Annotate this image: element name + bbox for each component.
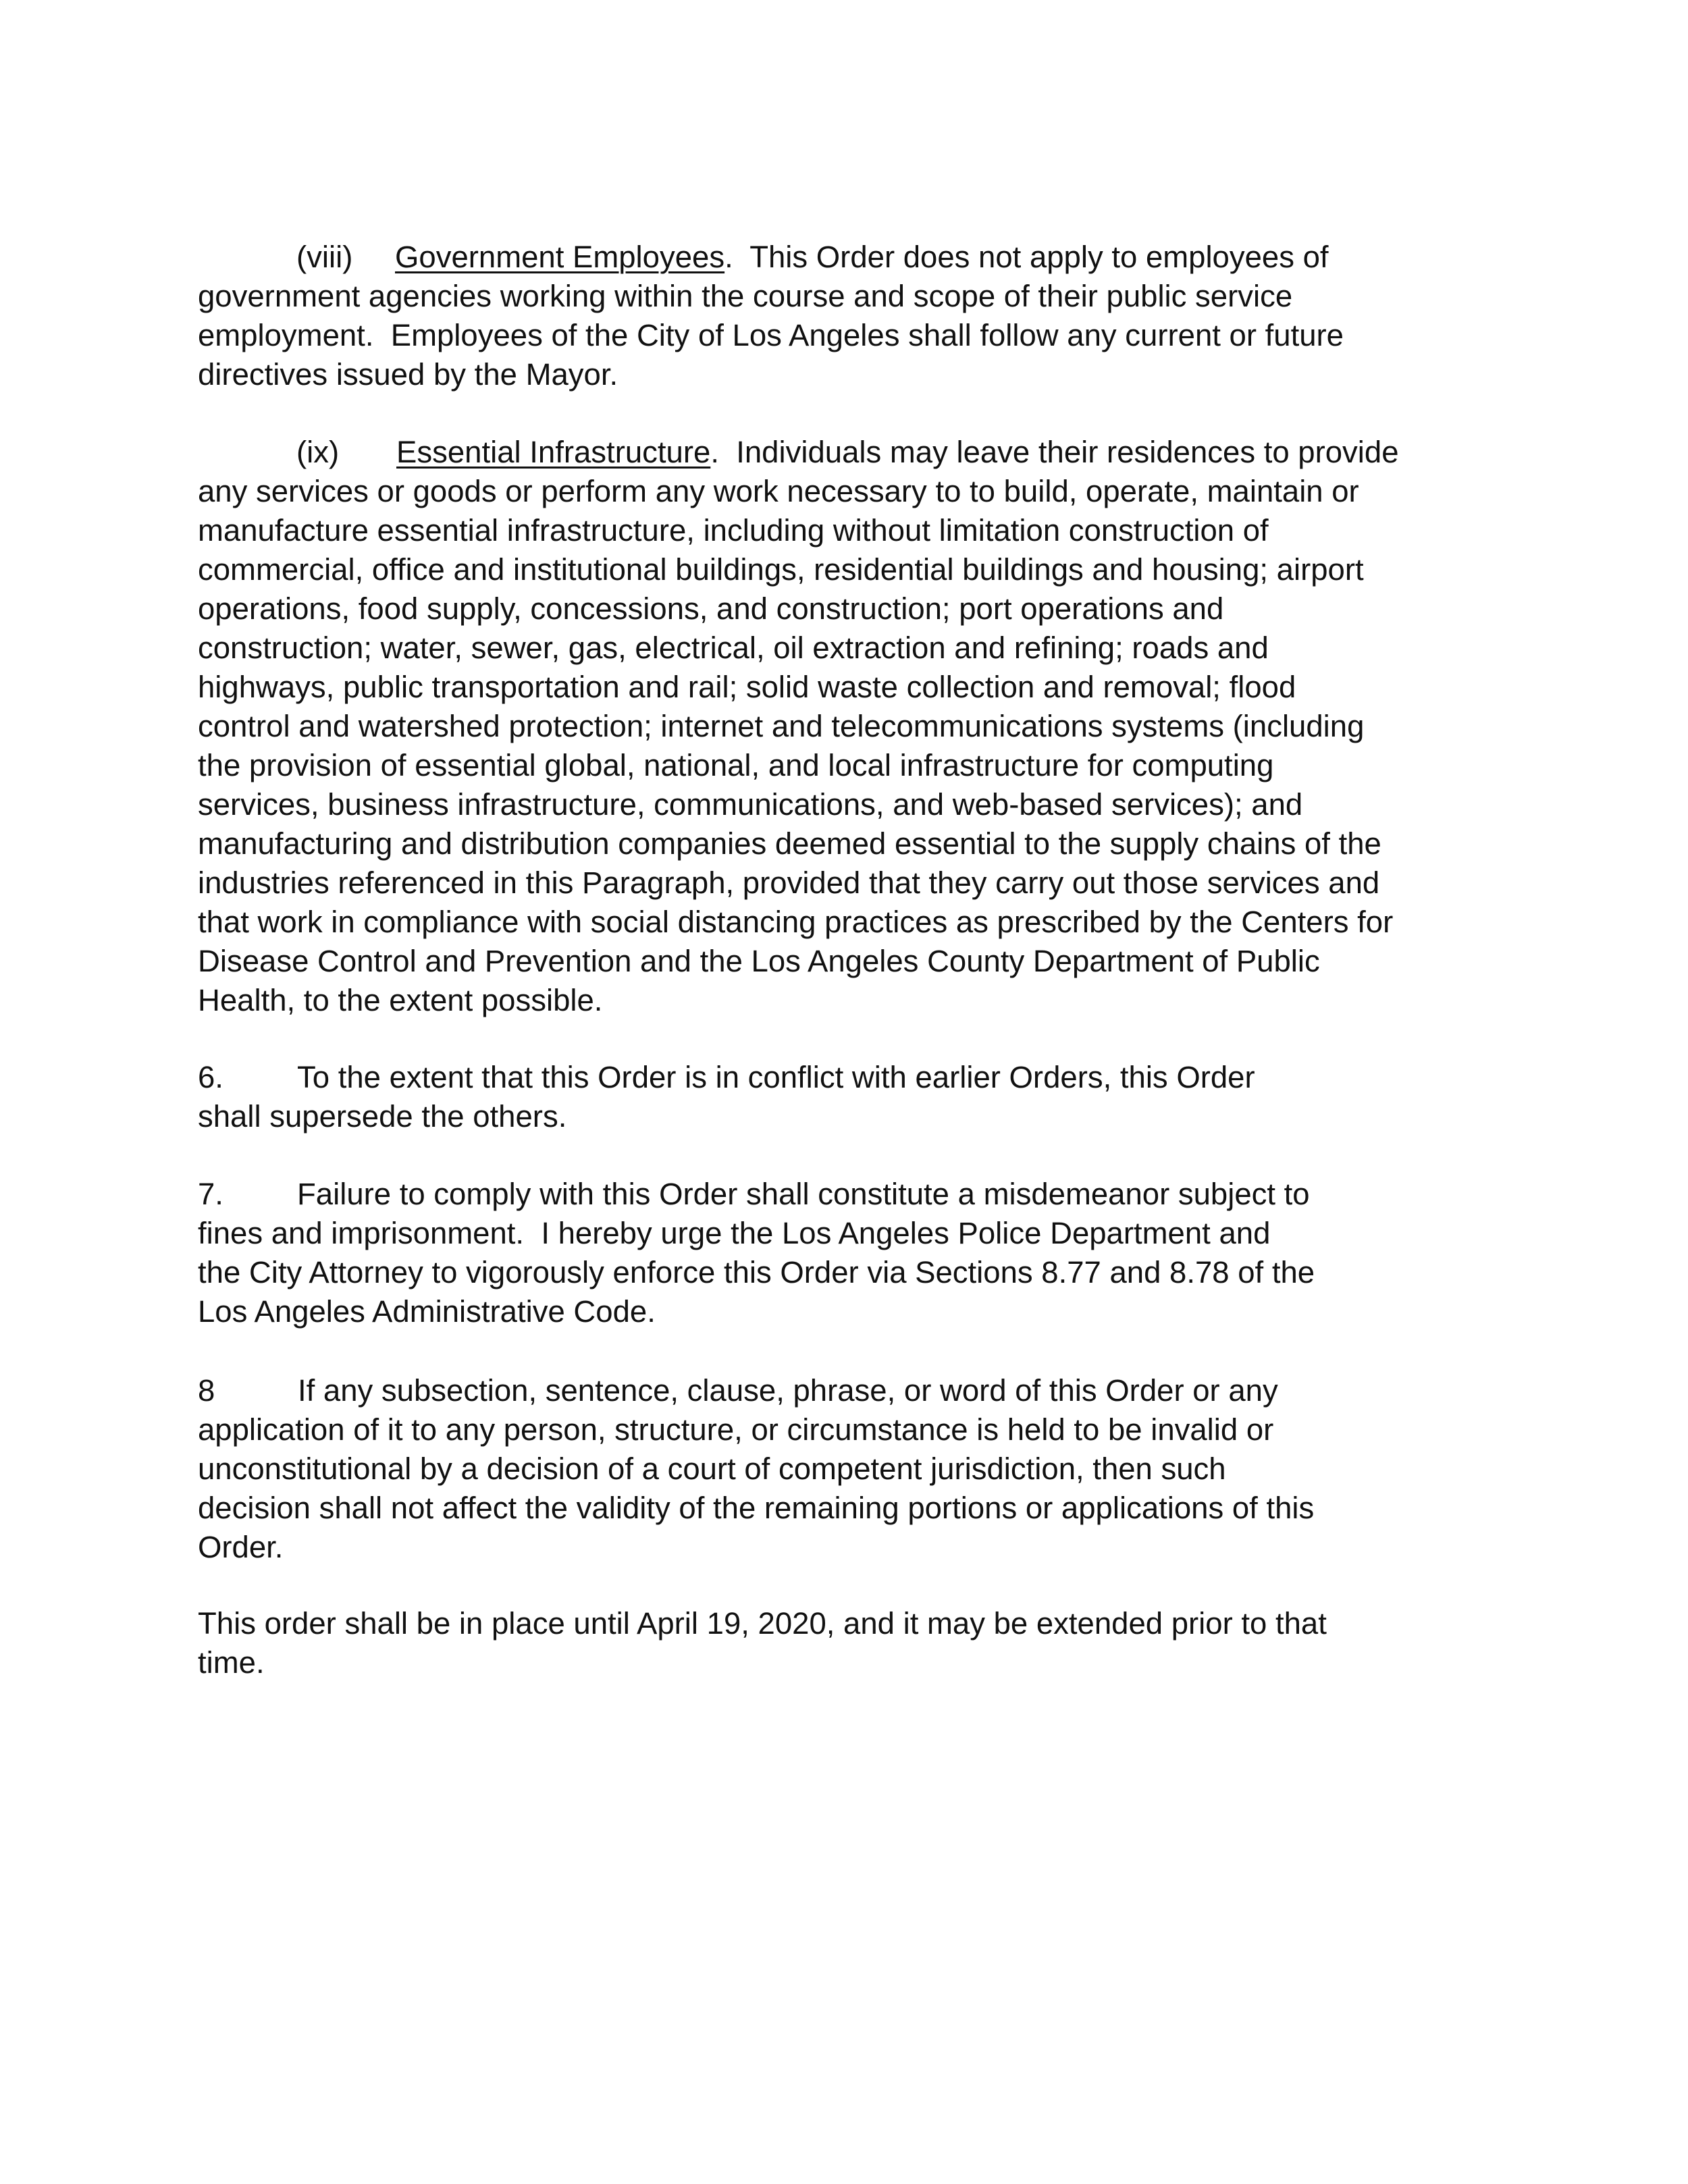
paragraph-7-first-line xyxy=(198,1175,1521,1214)
section-ix-heading: Essential Infrastructure xyxy=(396,435,711,469)
section-ix-line: control and watershed protection; internet and telecommunications systems (including xyxy=(198,709,1365,743)
section-ix-line: that work in compliance with social distancing practices as prescribed by the Centers for xyxy=(198,905,1394,939)
section-ix-line: services, business infrastructure, communications, and web-based services); and xyxy=(198,787,1303,822)
paragraph-6-first-line xyxy=(198,1058,1521,1097)
section-ix-line: operations, food supply, concessions, and construction; port operations and xyxy=(198,591,1224,626)
section-ix-line: manufacturing and distribution companies deemed essential to the supply chains of the xyxy=(198,826,1381,861)
paragraph-6 xyxy=(198,1058,1521,1136)
section-viii-line: government agencies working within the course and scope of their public service xyxy=(198,279,1293,313)
paragraph-8-line: unconstitutional by a decision of a court of competent jurisdiction, then such xyxy=(198,1451,1226,1486)
section-ix-line: manufacture essential infrastructure, including without limitation construction of xyxy=(198,513,1269,548)
section-ix-line: construction; water, sewer, gas, electrical, oil extraction and refining; roads and xyxy=(198,631,1269,665)
paragraph-6-number: 6. xyxy=(198,1060,223,1094)
paragraph-8 xyxy=(198,1371,1521,1567)
section-ix-first-line xyxy=(198,433,1521,472)
closing-line: This order shall be in place until April 19, 2020, and it may be extended prior to that xyxy=(198,1606,1327,1641)
paragraph-6-line: To the extent that this Order is in conflict with earlier Orders, this Order xyxy=(297,1060,1255,1094)
section-ix-line: the provision of essential global, national, and local infrastructure for computing xyxy=(198,748,1274,782)
paragraph-7-line: fines and imprisonment. I hereby urge the Los Angeles Police Department and xyxy=(198,1216,1271,1250)
closing-line: time. xyxy=(198,1645,265,1680)
paragraph-7-line: Failure to comply with this Order shall constitute a misdemeanor subject to xyxy=(297,1177,1310,1211)
paragraph-7-number: 7. xyxy=(198,1177,223,1211)
paragraph-8-line: decision shall not affect the validity of the remaining portions or applications of this xyxy=(198,1491,1315,1525)
section-viii-marker: (viii) xyxy=(296,240,353,274)
paragraph-8-number: 8 xyxy=(198,1373,215,1408)
section-viii-first-line xyxy=(198,238,1521,277)
paragraph-7-line: Los Angeles Administrative Code. xyxy=(198,1294,656,1329)
paragraph-8-first-line xyxy=(198,1371,1521,1410)
section-viii-line: directives issued by the Mayor. xyxy=(198,357,618,392)
section-ix xyxy=(198,433,1521,1020)
section-ix-line: Disease Control and Prevention and the Los Angeles County Department of Public xyxy=(198,944,1320,978)
section-viii-heading: Government Employees xyxy=(395,240,725,274)
section-viii-line: employment. Employees of the City of Los Angeles shall follow any current or future xyxy=(198,318,1344,352)
section-ix-line: Health, to the extent possible. xyxy=(198,983,603,1017)
paragraph-8-line: application of it to any person, structure, or circumstance is held to be invalid or xyxy=(198,1412,1274,1447)
section-ix-line: industries referenced in this Paragraph, provided that they carry out those services and xyxy=(198,865,1380,900)
paragraph-6-line: shall supersede the others. xyxy=(198,1099,567,1134)
paragraph-8-line: Order. xyxy=(198,1530,284,1564)
section-ix-line: commercial, office and institutional buildings, residential buildings and housing; airport xyxy=(198,552,1364,587)
paragraph-7 xyxy=(198,1175,1521,1331)
paragraph-7-line: the City Attorney to vigorously enforce this Order via Sections 8.77 and 8.78 of the xyxy=(198,1255,1315,1289)
section-ix-marker: (ix) xyxy=(296,435,340,469)
section-viii-line: . This Order does not apply to employees of xyxy=(724,240,1329,274)
section-viii xyxy=(198,238,1521,394)
paragraph-8-line: If any subsection, sentence, clause, phrase, or word of this Order or any xyxy=(298,1373,1278,1408)
section-ix-line: any services or goods or perform any work necessary to to build, operate, maintain or xyxy=(198,474,1359,508)
section-ix-line: highways, public transportation and rail; solid waste collection and removal; flood xyxy=(198,670,1296,704)
closing-paragraph xyxy=(198,1604,1521,1682)
section-ix-line: . Individuals may leave their residences to provide xyxy=(710,435,1399,469)
